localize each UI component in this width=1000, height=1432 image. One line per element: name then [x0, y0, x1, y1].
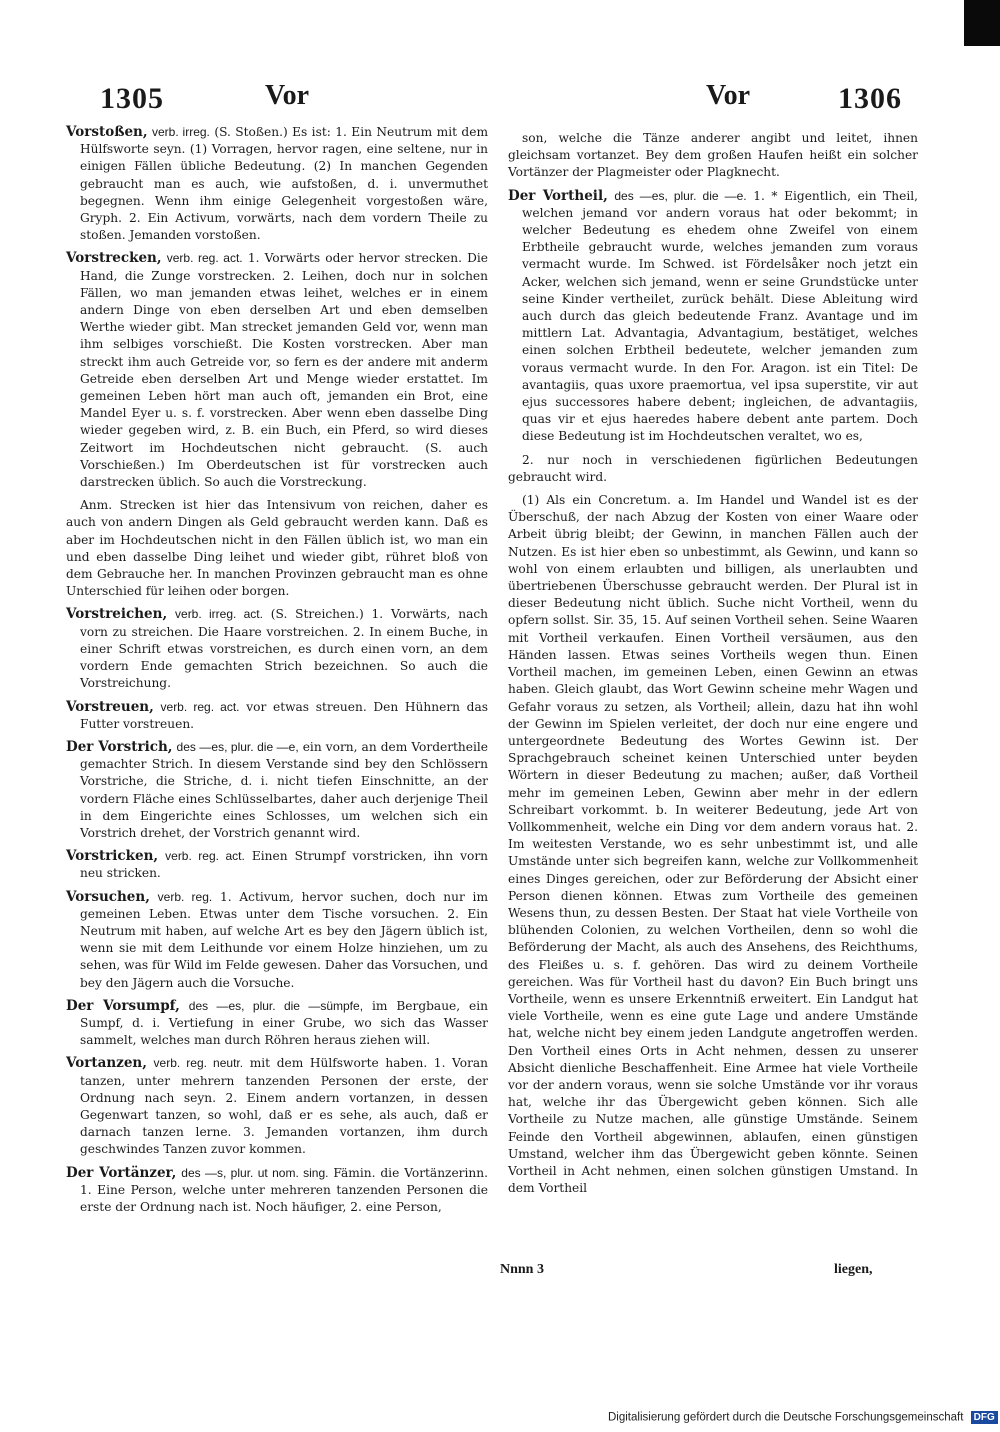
dictionary-entry [66, 606, 488, 692]
digitization-notice-text: Digitalisierung gefördert durch die Deutsche Forschungsgemeinschaft [608, 1411, 964, 1424]
entry-grammar: des —es, plur. die —sümpfe, [188, 998, 364, 1013]
dictionary-entry [66, 699, 488, 733]
dictionary-entry [66, 250, 488, 491]
entry-lemma: Vortanzen, [66, 1055, 147, 1072]
right-head-word: Vor [706, 80, 751, 111]
entry-lemma: Vorsuchen, [66, 888, 150, 905]
entry-text: (S. Stoßen.) Es ist: 1. Ein Neutrum mit dem Hülfsworte seyn. (1) Vorragen, hervor ragen, eine seltene, nur in einigen Fällen übliche Bedeutung. (2) In manchen Gegenden gebraucht man es auch, wie aufstoßen, d. i. unvermuthet begegnen. Wenn ihm einige Gelegenheit vorgestoßen wäre, Gryph. 2. Ein Activum, vorwärts, nach dem vordern Theile zu stoßen. Jemanden vorstoßen. [80, 125, 488, 243]
dictionary-entry [66, 848, 488, 882]
entry-text: im Bergbaue, ein Sumpf, d. i. Vertiefung in einer Grube, wo sich das Wasser sammelt, welches man durch Röhren heraus ziehen will. [80, 998, 489, 1048]
digitization-notice [608, 1411, 998, 1424]
dictionary-entry [66, 889, 488, 992]
entry-lemma: Der Vorstrich, [66, 738, 173, 755]
entry-text: (S. Streichen.) 1. Vorwärts, nach vorn zu streichen. Die Haare vorstreichen. 2. In einem Buche, in einer Schrift etwas vorstreichen, es durch einen vorn, an dem vordern Ende gemachten Strich bezeichnen. So auch die Vorstreichung. [80, 607, 489, 691]
scan-corner-mark [964, 0, 1000, 46]
entry-grammar: des —s, plur. ut nom. sing. [181, 1165, 329, 1180]
dfg-logo: DFG [971, 1411, 998, 1424]
entry-lemma: Vorstreichen, [66, 606, 168, 623]
entry-grammar: des —es, plur. die —e. [614, 188, 747, 203]
dictionary-entry [66, 739, 488, 842]
entry-lemma: Der Vorsumpf, [66, 997, 180, 1014]
entry-grammar: verb. reg. neutr. [153, 1056, 244, 1071]
left-column [66, 124, 488, 1222]
entry-lemma: Vorstoßen, [66, 124, 148, 140]
entry-lemma: Vorstricken, [66, 848, 159, 865]
entry-continuation: Anm. Strecken ist hier das Intensivum von reichen, daher es auch von andern Dingen als Geld gebraucht werden kann. Daß es aber im Hochdeutschen nicht in den Fällen üblich ist, wo man ein und eben dasselbe Ding leihet und wieder gibt, rühret bloß von dem Gebrauche her. In manchen Provinzen gebraucht man es ohne Unterschied für leihen oder borgen. [66, 498, 488, 599]
dictionary-entry [508, 188, 918, 446]
dictionary-entry [66, 124, 488, 244]
right-page-number: 1306 [838, 82, 902, 115]
entry-grammar: verb. irreg. act. [175, 607, 263, 622]
entry-lemma: Vorstreuen, [66, 698, 154, 715]
entry-continuation: son, welche die Tänze anderer angibt und leitet, ihnen gleichsam vortanzet. Bey dem großen Haufen heißt ein solcher Vortänzer der Plagmeister oder Plagknecht. [508, 131, 918, 180]
dictionary-entry [66, 998, 488, 1050]
entry-lemma: Der Vortheil, [508, 187, 608, 204]
entry-grammar: verb. irreg. [151, 125, 210, 139]
entry-text: 1. Vorwärts oder hervor strecken. Die Hand, die Zunge vorstrecken. 2. Leihen, doch nur in solchen Fällen, wo man jemanden etwas leihet, welches er in einem andern Dinge von eben derselben Art und eben demselben Werthe wieder gibt. Man strecket jemanden Geld vor, wenn man ihm selbiges vorschießt. Die Kosten vorstrecken. Aber man streckt ihm auch Getreide vor, so fern es der andere mit anderm Getreide eben derselben Art und Menge wieder erstattet. Im gemeinen Leben hört man auch oft, jemanden ein Brot, eine Mandel Eyer u. s. f. vorstrecken. Aber wenn eben dasselbe Ding wieder gegeben wird, z. B. ein Buch, ein Pferd, so wird dieses Zeitwort im Hochdeutschen nicht gebraucht. (S. auch Vorschießen.) Im Oberdeutschen ist für vorstrecken auch darstrecken üblich. So auch die Vorstreckung. [80, 251, 489, 490]
left-head-word: Vor [265, 80, 310, 111]
entry-grammar: verb. reg. act. [166, 251, 243, 266]
entry-continuation: (1) Als ein Concretum. a. Im Handel und Wandel ist es der Überschuß, der nach Abzug der Kosten von einer Waare oder Arbeit übrig bleibt; der Gewinn, in manchen Fällen auch der Nutzen. Es ist hier eben so unbestimmt, als Gewinn, und kann so wohl von einem erlaubten und billigen, als unerlaubten und übertriebenen Überschusse gebraucht werden. Der Plural ist in dieser Bedeutung nicht üblich. Suche nicht Vortheil, wenn du opfern sollst. Sir. 35, 15. Auf seinen Vortheil sehen. Seine Waaren mit Vortheil verkaufen. Einen Vortheil versäumen, aus den Händen lassen. Etwas seines Vortheils wegen thun. Einen Vortheil machen, im gemeinen Leben, einen Gewinn an etwas haben. Gleich glaubt, das Wort Gewinn scheine mehr Wagen und Gefahr voraus zu setzen, als Vortheil; allein, dazu hat ihn wohl der Gewinn im Spielen verleitet, der doch nur eine engere und untergeordnete Bedeutung des Wortes Gewinn ist. Der Sprachgebrauch scheinet keinen Unterschied unter beyden Wörtern in dieser Bedeutung zu machen; außer, daß Vortheil mehr im gemeinen Leben, Gewinn aber mehr in der edlern Schreibart vorkommt. b. In weiterer Bedeutung, jede Art von Vollkommenheit, welche ein Ding vor dem andern voraus hat. 2. Im weitesten Verstande, wo es sehr unbestimmt ist, und alle Umstände unter sich begreifen kann, welche zur Vollkommenheit eines Dinges gereichen, oder zur Beförderung der Absicht einer Person dienen können. Etwas zum Vortheile des gemeinen Wesens thun, zu dessen Besten. Der Staat hat viele Vortheile von blühenden Colonien, zu welchen Vortheilen, denn so wohl die Beförderung der Macht, als auch des Ansehens, des Reichthums, des Fleißes u. s. f. gehören. Das wird zu deinem Vortheile gereichen. Was für Vortheil hast du davon? Ein Buch bringt uns Vortheile, wenn es unsere Erkenntniß erweitert. Ein Landgut hat viele Vortheile, wenn es eine gute Lage und andere Umstände hat, welche nicht bey einem jeden Landgute angetroffen werden. Den Vortheil eines Orts in Acht nehmen, dessen zu unserer Absicht dienliche Beschaffenheit. Eine Armee hat viele Vortheile vor der andern voraus, wenn sie solche Umstände vor ihr voraus hat, welche ihr das Übergewicht geben können. Sich alle Vortheile zu Nutze machen, alle günstige Umstände. Seinem Feinde den Vortheil abgewinnen, ablaufen, einen günstigen Umstand, welcher ihm das Übergewicht geben könnte. Seinen Vortheil in Acht nehmen, einen solchen günstigen Umstand. In dem Vortheil [508, 493, 918, 1196]
catchword: liegen, [834, 1262, 873, 1277]
entry-lemma: Der Vortänzer, [66, 1164, 177, 1181]
entry-lemma: Vorstrecken, [66, 250, 162, 267]
entry-grammar: verb. reg. act. [160, 699, 240, 714]
entry-grammar: verb. reg. act. [165, 849, 245, 864]
dictionary-entry [66, 1055, 488, 1158]
entry-text: 1. Activum, hervor suchen, doch nur im gemeinen Leben. Etwas unter dem Tische vorsuchen. 2. Ein Neutrum mit haben, auf welche Art es bey den Jägern üblich ist, wenn sie mit dem Leithunde vor einem Holze hinziehen, um zu sehen, was für Wild im Felde gewesen. Daher das Vorsuchen, und bey den Jägern auch die Vorsuche. [80, 889, 489, 990]
entry-text: Einen Strumpf vorstricken, ihn vorn neu stricken. [80, 849, 489, 881]
left-page-number: 1305 [100, 82, 164, 115]
entry-text: mit dem Hülfsworte haben. 1. Voran tanzen, unter mehrern tanzenden Personen der erste, der Ordnung nach seyn. 2. Einem andern vortanzen, in dessen Gegenwart tanzen, so wohl, daß er es sehe, als auch, daß er darnach tanzen lerne. 3. Jemanden vortanzen, ihm durch geschwindes Tanzen zuvor kommen. [80, 1056, 489, 1157]
entry-text: ein vorn, an dem Vordertheile gemachter Strich. In diesem Verstande sind bey den Schlössern Vorstriche, die Striche, d. i. nicht tiefen Einschnitte, an der vordern Fläche eines Schlüsselbartes, daher auch derjenige Theil in dem Eingerichte eines Schlosses, um welchen sich ein Vorstrich drehet, der Vorstrich genannt wird. [80, 739, 489, 840]
entry-grammar: des —es, plur. die —e, [176, 739, 299, 754]
right-column [508, 130, 918, 1203]
entry-continuation: 2. nur noch in verschiedenen figürlichen Bedeutungen gebraucht wird. [508, 452, 918, 484]
entry-text: vor etwas streuen. Den Hühnern das Futter vorstreuen. [80, 699, 489, 731]
dictionary-entry [66, 1165, 488, 1217]
entry-text: Fämin. die Vortänzerinn. 1. Eine Person, welche unter mehreren tanzenden Personen die erste der Ordnung nach ist. Noch häufiger, 2. eine Person, [80, 1165, 488, 1214]
signature-mark: Nnnn 3 [500, 1262, 544, 1277]
entry-grammar: verb. reg. [157, 889, 213, 904]
entry-text: 1. * Eigentlich, ein Theil, welchen jemand vor andern voraus hat oder bekommt; in welcher Bedeutung es ehedem ohne Zweifel von einem Erbtheile gebraucht wurde, welches jemanden zum voraus vermacht wurde. Im Schwed. ist Fördelsåker noch jetzt ein Acker, welchen sich jemand, wenn er seine Grundstücke unter seine Kinder vertheilet, zurück behält. Diese Ableitung wird auch durch das gleich bedeutende Franz. Avantage und im mittlern Lat. Advantagia, Advantagium, bestätiget, welches einen solchen Erbtheil bedeutete, welcher jemanden zum voraus vermacht wurde. In den For. Aragon. ist ein Titel: De avantagiis, quas uxore praemortua, vel ipsa superstite, vir aut ejus successores habere debent; ingleichen, de advantagiis, quas vir et ejus haeredes habere debent ante partem. Doch diese Bedeutung ist im Hochdeutschen veraltet, wo es, [522, 188, 919, 444]
